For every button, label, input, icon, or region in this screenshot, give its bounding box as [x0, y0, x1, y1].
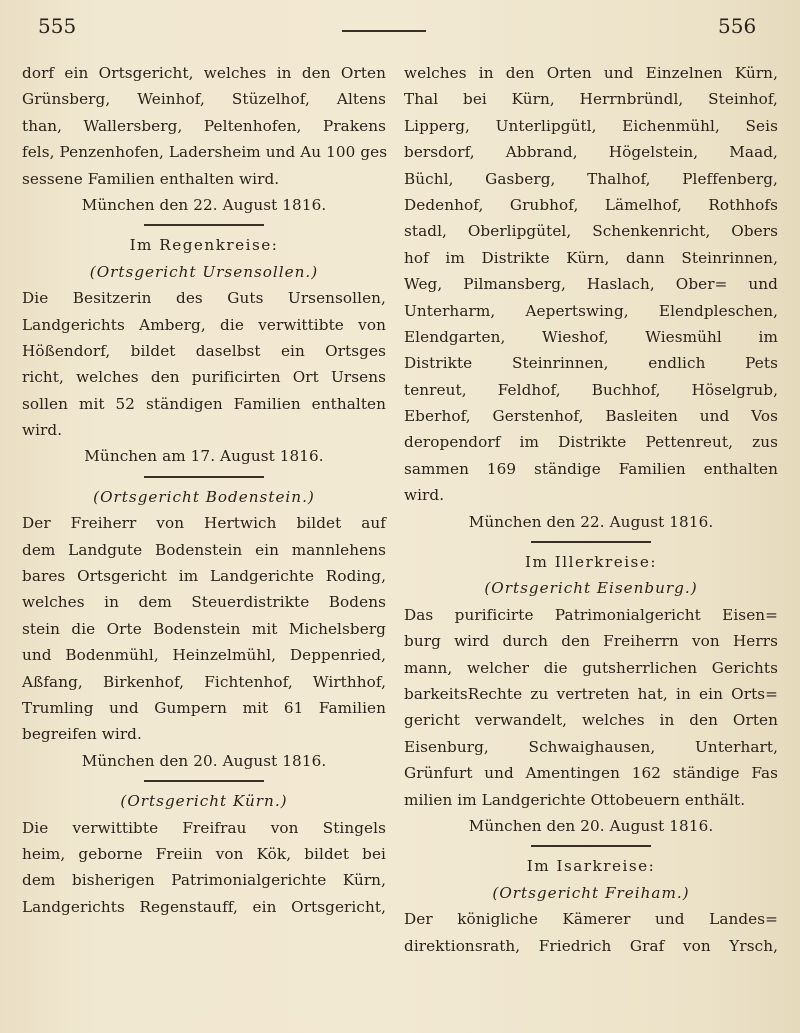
paragraph-last-line: milien im Landgerichte Ottobeuern enthält. [404, 790, 746, 809]
text-line: mann, welcher die gutsherrlichen Gerichts [404, 658, 778, 677]
text-line: sollen mit 52 ständigen Familien enthalten [22, 394, 386, 413]
section-subheading: (Ortsgericht Kürn.) [120, 792, 288, 811]
text-line: dorf ein Ortsgericht, welches in den Orten [22, 64, 386, 82]
text-line: Eberhof, Gerstenhof, Basleiten und Vos [404, 407, 778, 426]
dateline: München den 22. August 1816. [81, 195, 327, 214]
text-line: dem Landgute Bodenstein ein mannlehens [22, 540, 386, 559]
text-line: direktionsrath, Friedrich Graf von Yrsch, [404, 936, 778, 955]
text-line: hof im Distrikte Kürn, dann Steinrinnen, [404, 248, 778, 267]
text-line: Weg, Pilmansberg, Haslach, Ober= und [404, 275, 778, 294]
text-line: deropendorf im Distrikte Pettenreut, zus [404, 433, 778, 452]
section-divider [22, 470, 386, 484]
text-line: Hößendorf, bildet daselbst ein Ortsges [22, 341, 386, 360]
text-line: Grünfurt und Amentingen 162 ständige Fas [404, 764, 778, 783]
left-page-number: 555 [38, 14, 77, 38]
right-page-number: 556 [718, 14, 757, 38]
text-line: Lipperg, Unterlipgütl, Eichenmühl, Seis [404, 116, 778, 135]
dateline: München den 20. August 1816. [468, 816, 714, 835]
text-line: Dedenhof, Grubhof, Lämelhof, Rothhofs [404, 195, 778, 214]
left-column [22, 60, 386, 920]
section-heading: Im Illerkreise: [525, 553, 657, 572]
text-line: tenreut, Feldhof, Buchhof, Höselgrub, [404, 380, 778, 399]
text-line: Elendgarten, Wieshof, Wiesmühl im [404, 327, 778, 346]
text-line: Die verwittibte Freifrau von Stingels [22, 818, 386, 837]
text-line: Eisenburg, Schwaighausen, Unterhart, [404, 737, 778, 756]
right-column [404, 60, 778, 959]
section-heading: Im Regenkreise: [129, 236, 279, 255]
text-line: Landgerichts Amberg, die verwittibte von [22, 315, 386, 334]
text-line: Landgerichts Regenstauff, ein Ortsgericht, [22, 897, 386, 916]
section-divider [404, 839, 778, 853]
text-line: stein die Orte Bodenstein mit Michelsberg [22, 619, 386, 638]
text-line: und Bodenmühl, Heinzelmühl, Deppenried, [22, 646, 386, 665]
paragraph-last-line: begreifen wird. [22, 725, 142, 744]
section-subheading: (Ortsgericht Freiham.) [492, 883, 690, 902]
text-line: welches in den Orten und Einzelnen Kürn, [404, 64, 778, 82]
section-divider [22, 218, 386, 232]
text-line: Der königliche Kämerer und Landes= [404, 910, 778, 929]
section-divider [404, 535, 778, 549]
text-line: than, Wallersberg, Peltenhofen, Prakens [22, 116, 386, 135]
text-line: Trumling und Gumpern mit 61 Familien [22, 698, 386, 717]
text-line: bersdorf, Abbrand, Högelstein, Maad, [404, 143, 778, 162]
text-line: Das purificirte Patrimonialgericht Eisen= [404, 605, 778, 624]
dateline: München den 20. August 1816. [81, 751, 327, 770]
text-line: sammen 169 ständige Familien enthalten [404, 459, 778, 478]
text-line: Distrikte Steinrinnen, endlich Pets [404, 354, 778, 373]
text-line: heim, geborne Freiin von Kök, bildet bei [22, 844, 386, 863]
text-line: richt, welches den purificirten Ort Ursens [22, 368, 386, 387]
text-line: burg wird durch den Freiherrn von Herrs [404, 632, 778, 651]
text-line: gericht verwandelt, welches in den Orten [404, 711, 778, 730]
text-line: dem bisherigen Patrimonialgerichte Kürn, [22, 871, 386, 890]
text-line: Aßfang, Birkenhof, Fichtenhof, Wirthhof, [22, 672, 386, 691]
dateline: München am 17. August 1816. [84, 447, 324, 466]
section-subheading: (Ortsgericht Eisenburg.) [484, 579, 698, 598]
paragraph-last-line: wird. [22, 421, 63, 440]
paragraph-last-line: sessene Familien enthalten wird. [22, 169, 280, 188]
text-line: bares Ortsgericht im Landgerichte Roding, [22, 567, 386, 586]
text-line: fels, Penzenhofen, Ladersheim und Au 100 ges [22, 143, 388, 162]
text-line: Grünsberg, Weinhof, Stüzelhof, Altens [22, 90, 386, 109]
text-line: barkeitsRechte zu vertreten hat, in ein Orts= [404, 684, 778, 703]
section-heading: Im Isarkreise: [526, 857, 656, 876]
dateline: München den 22. August 1816. [468, 512, 714, 531]
section-subheading: (Ortsgericht Bodenstein.) [93, 487, 315, 506]
text-line: stadl, Oberlipgütel, Schenkenricht, Obers [404, 222, 778, 241]
section-subheading: (Ortsgericht Ursensollen.) [89, 262, 319, 281]
text-line: Thal bei Kürn, Herrnbründl, Steinhof, [404, 90, 778, 109]
text-line: Die Besitzerin des Guts Ursensollen, [22, 289, 386, 308]
text-line: Büchl, Gasberg, Thalhof, Pleffenberg, [404, 169, 778, 188]
header-rule [342, 30, 426, 32]
text-line: Unterharm, Aepertswing, Elendpleschen, [404, 301, 778, 320]
text-line: welches in dem Steuerdistrikte Bodens [22, 593, 386, 612]
text-line: Der Freiherr von Hertwich bildet auf [22, 514, 386, 533]
paragraph-last-line: wird. [404, 486, 445, 505]
section-divider [22, 774, 386, 788]
